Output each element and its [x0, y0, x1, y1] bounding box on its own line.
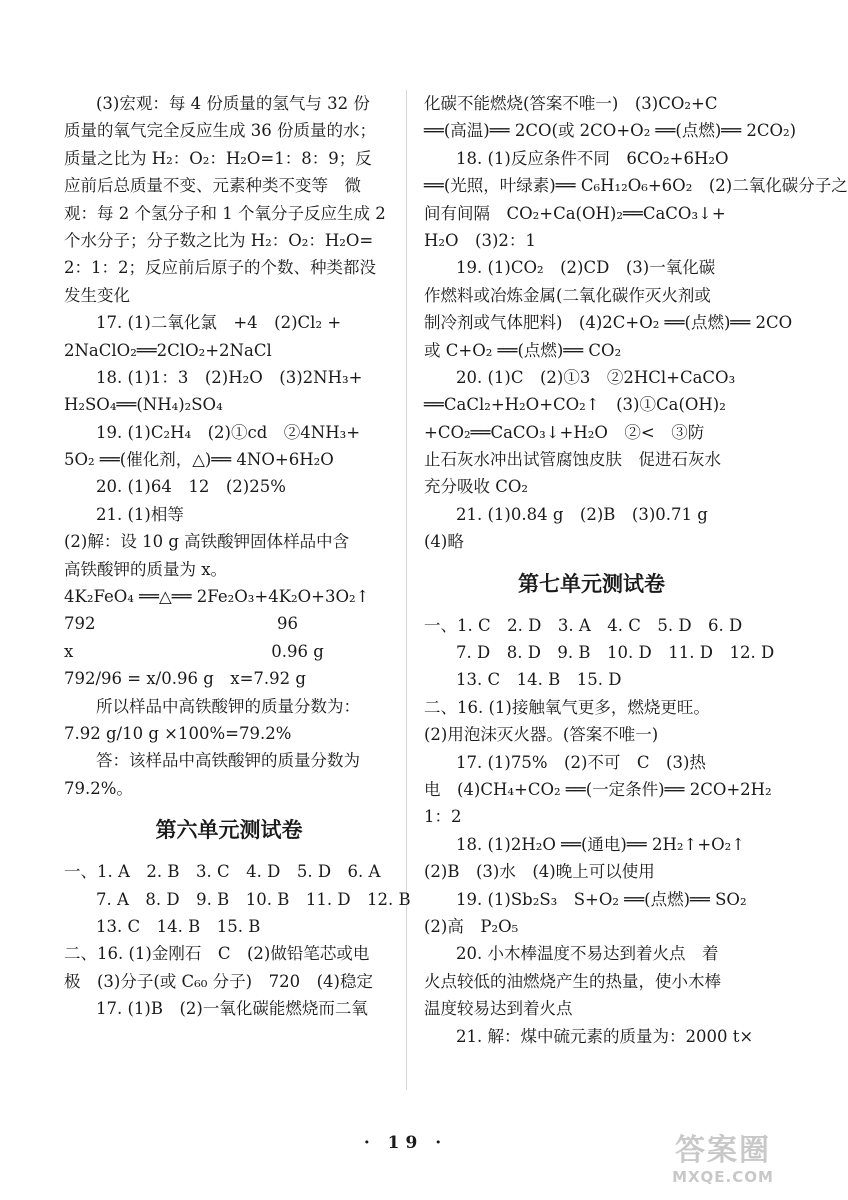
answer-line: 二、16. (1)金刚石 C (2)做铅笔芯或电: [64, 944, 370, 964]
answer-line: H₂SO₄══(NH₄)₂SO₄: [64, 395, 223, 415]
answer-line: 化碳不能燃烧(答案不唯一) (3)CO₂+C: [424, 94, 718, 113]
answer-line: 21. (1)相等: [96, 504, 184, 524]
right-answer-lines: [424, 90, 848, 556]
watermark-logo: [643, 1134, 803, 1194]
section6-title: 第六单元测试卷: [155, 818, 303, 843]
answer-line: 所以样品中高铁酸钾的质量分数为：: [96, 696, 360, 716]
answer-line: 一、1. C 2. D 3. A 4. C 5. D 6. D: [424, 615, 743, 635]
answer-line: 发生变化: [64, 285, 130, 305]
right-column: [424, 90, 848, 1050]
answer-line: 个水分子；分子数之比为 H₂：O₂：H₂O=: [64, 230, 374, 250]
answer-line: 充分吸收 CO₂: [424, 477, 529, 497]
answer-line: (2)B (3)水 (4)晚上可以使用: [424, 862, 655, 882]
answer-line: (2)用泡沫灭火器。(答案不唯一): [424, 725, 659, 745]
answer-line: (2)高 P₂O₅: [424, 916, 519, 936]
answer-line: 质量之比为 H₂：O₂：H₂O=1：8：9；反: [64, 148, 372, 168]
answer-line: 质量的氧气完全反应生成 36 份质量的水；: [64, 121, 376, 141]
answer-line: 5O₂ ══(催化剂，△)══ 4NO+6H₂O: [64, 450, 334, 470]
answer-line: 20. 小木棒温度不易达到着火点 着: [456, 944, 719, 964]
answer-line: 20. (1)64 12 (2)25%: [96, 477, 286, 497]
answer-line: 温度较易达到着火点: [424, 999, 573, 1019]
answer-line: 应前后总质量不变、元素种类不变等 微: [64, 176, 361, 196]
answer-line: 792/96 = x/0.96 g x=7.92 g: [64, 669, 306, 689]
answer-line: 13. C 14. B 15. D: [456, 670, 622, 690]
answer-line: 作燃料或冶炼金属(二氧化碳作灭火剂或: [424, 285, 711, 305]
section7-title: 第七单元测试卷: [518, 571, 665, 596]
answer-line: 19. (1)C₂H₄ (2)①cd ②4NH₃+: [96, 422, 361, 442]
answer-line: 制冷剂或气体肥料) (4)2C+O₂ ══(点燃)══ 2CO: [424, 313, 793, 333]
answer-line: 电 (4)CH₄+CO₂ ══(一定条件)══ 2CO+2H₂: [424, 779, 772, 799]
answer-line: 79.2%。: [64, 778, 133, 798]
answer-line: ══(高温)══ 2CO(或 2CO+O₂ ══(点燃)══ 2CO₂): [424, 121, 797, 141]
answer-line: 间有间隔 CO₂+Ca(OH)₂══CaCO₃↓+: [424, 203, 726, 223]
answer-line: 20. (1)C (2)①3 ②2HCl+CaCO₃: [456, 367, 736, 387]
watermark-logo-text: 答案圈: [675, 1133, 771, 1168]
answer-line: 二、16. (1)接触氧气更多，燃烧更旺。: [424, 697, 710, 717]
answer-line: 1：2: [424, 807, 462, 827]
answer-line: 观：每 2 个氢分子和 1 个氧分子反应生成 2: [64, 203, 386, 223]
answer-line: 17. (1)75% (2)不可 C (3)热: [456, 752, 706, 772]
answer-line: 高铁酸钾的质量为 x。: [64, 559, 228, 579]
answer-line: 7. D 8. D 9. B 10. D 11. D 12. D: [456, 643, 775, 663]
section6-answer-lines: [64, 858, 411, 1022]
answer-line: 答：该样品中高铁酸钾的质量分数为: [96, 751, 360, 771]
column-divider: [406, 90, 407, 1090]
answer-line: 火点较低的油燃烧产生的热量，使小木棒: [424, 971, 721, 991]
left-answer-lines: [64, 90, 394, 802]
answer-line: 2：1：2；反应前后原子的个数、种类都没: [64, 258, 376, 278]
answer-line: 2NaClO₂══2ClO₂+2NaCl: [64, 340, 272, 360]
answer-line: (3)宏观：每 4 份质量的氢气与 32 份: [96, 94, 370, 113]
answer-line: 792 96: [64, 614, 298, 634]
answer-line: (4)略: [424, 532, 464, 552]
answer-line: 17. (1)二氧化氯 +4 (2)Cl₂ +: [96, 313, 342, 333]
answer-line: (2)解：设 10 g 高铁酸钾固体样品中含: [64, 532, 350, 552]
answer-line: 或 C+O₂ ══(点燃)══ CO₂: [424, 340, 622, 360]
answer-line: 4K₂FeO₄ ══△══ 2Fe₂O₃+4K₂O+3O₂↑: [64, 587, 370, 607]
answer-line: 18. (1)反应条件不同 6CO₂+6H₂O: [456, 148, 729, 168]
answer-line: 13. C 14. B 15. B: [96, 916, 261, 936]
section7-answer-lines: [424, 612, 775, 1050]
left-column: [64, 90, 411, 1023]
answer-line: H₂O (3)2：1: [424, 230, 536, 250]
watermark-url: MXQE.COM: [672, 1168, 774, 1186]
answer-line: 18. (1)2H₂O ══(通电)══ 2H₂↑+O₂↑: [456, 834, 746, 854]
answer-line: 止石灰水冲出试管腐蚀皮肤 促进石灰水: [424, 450, 721, 470]
answer-line: 21. 解：煤中硫元素的质量为：2000 t×: [456, 1026, 754, 1046]
answer-line: 17. (1)B (2)一氧化碳能燃烧而二氧: [96, 999, 368, 1019]
answer-line: 19. (1)CO₂ (2)CD (3)一氧化碳: [456, 258, 716, 278]
answer-line: 极 (3)分子(或 C₆₀ 分子) 720 (4)稳定: [64, 971, 373, 991]
answer-line: ══CaCl₂+H₂O+CO₂↑ (3)①Ca(OH)₂: [424, 395, 726, 415]
answer-line: 一、1. A 2. B 3. C 4. D 5. D 6. A: [64, 862, 381, 882]
answer-line: 7. A 8. D 9. B 10. B 11. D 12. B: [96, 889, 411, 909]
answer-line: 21. (1)0.84 g (2)B (3)0.71 g: [456, 504, 708, 524]
answer-line: 7.92 g/10 g ×100%=79.2%: [64, 723, 292, 743]
answer-line: 18. (1)1：3 (2)H₂O (3)2NH₃+: [96, 367, 363, 387]
answer-line: 19. (1)Sb₂S₃ S+O₂ ══(点燃)══ SO₂: [456, 889, 747, 909]
answer-line: ══(光照，叶绿素)══ C₆H₁₂O₆+6O₂ (2)二氧化碳分子之: [424, 176, 848, 196]
page-number: · 19 ·: [363, 1133, 448, 1153]
answer-line: x 0.96 g: [64, 641, 324, 661]
answer-line: +CO₂══CaCO₃↓+H₂O ②< ③防: [424, 422, 705, 442]
